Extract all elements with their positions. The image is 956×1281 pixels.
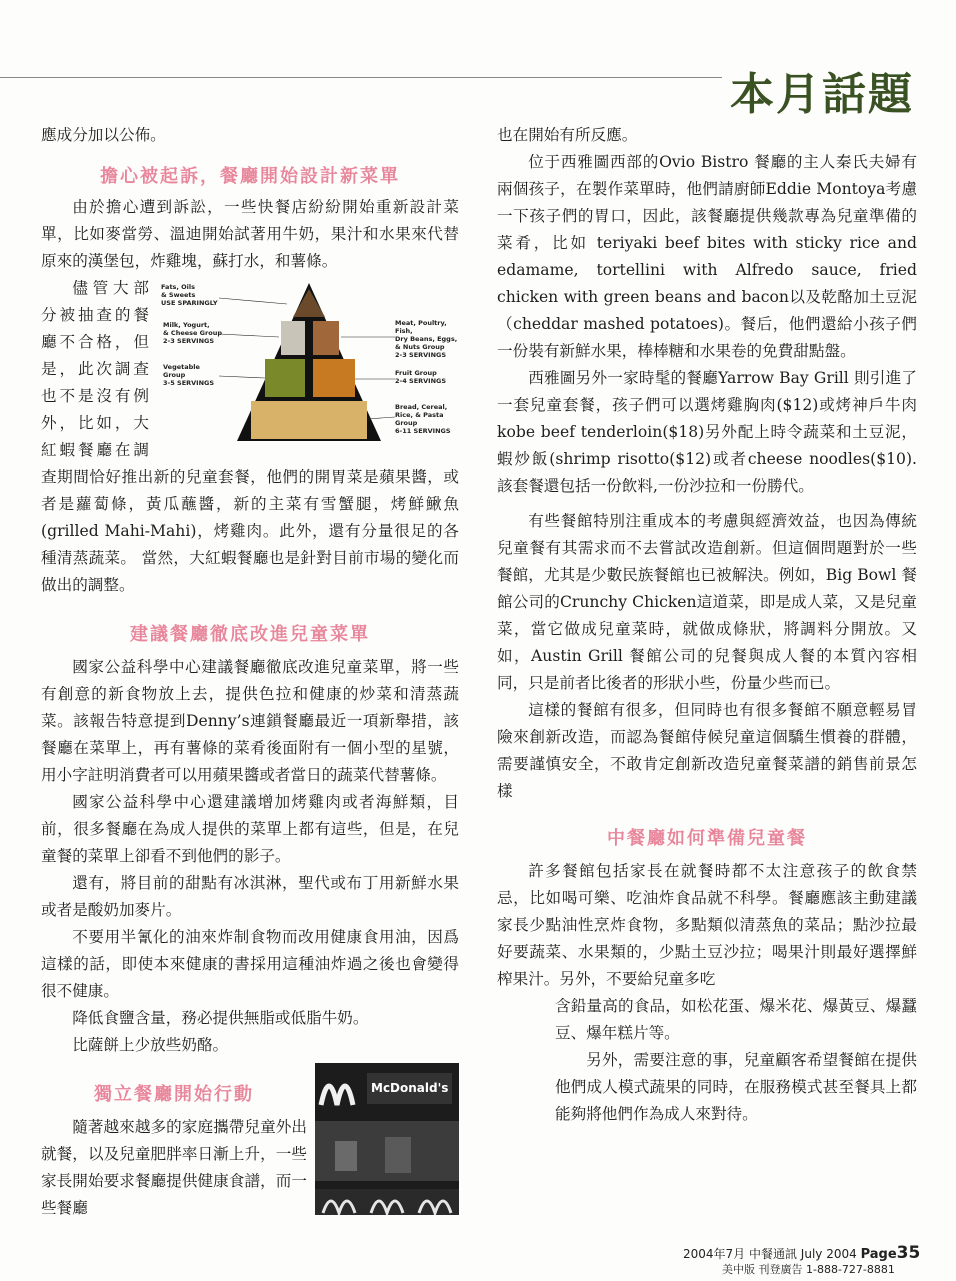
mcdonalds-sign: McDonald's (367, 1073, 452, 1104)
label-fruit: Fruit Group 2-4 SERVINGS (395, 369, 447, 385)
paragraph: 也在開始有所反應。 (497, 126, 638, 144)
paragraph: 西雅圖另外一家時髦的餐廳Yarrow Bay Grill 則引進了一套兒童套餐，孩子們可以選烤雞胸肉($12)或烤神戶牛肉kobe beef tenderloin($18)另外配上時令蔬菜和土豆泥，蝦炒飯(shrimp risotto($12)或者cheese noodles($10). 該套餐還包括一份飲料,一份沙拉和一份勝代。 (497, 369, 917, 495)
paragraph: 降低食鹽含量，務必提供無脂或低脂牛奶。 (72, 1009, 369, 1027)
page-number: 35 (896, 1243, 921, 1263)
paragraph: 許多餐館包括家長在就餐時都不太注意孩子的飲食禁忌，比如喝可樂、吃油炸食品就不科學。餐廳應該主動建議家長少點油性烹炸食物，多點類似清蒸魚的菜品；點沙拉最好要蔬菜、水果類的，少點土豆沙拉；喝果汁則最好選擇鮮榨果汁。另外，不要給兒童多吃 (497, 862, 917, 988)
label-meat: Meat, Poultry, Fish, Dry Beans, Eggs, & Nuts Group 2-3 SERVINGS (395, 319, 458, 359)
paragraph: 國家公益科學中心還建議增加烤雞肉或者海鮮類，目前，很多餐廳在為成人提供的菜單上都有這些，但是，在兒童餐的菜單上卻看不到他們的影子。 (41, 793, 459, 865)
paragraph: 由於擔心遭到訴訟，一些快餐店紛紛開始重新設計菜單，比如麥當勞、溫迪開始試著用牛奶，果汁和水果來代替原來的漢堡包，炸雞塊，蘇打水，和薯條。 (41, 198, 459, 270)
right-column (497, 122, 917, 1128)
header-rule (0, 77, 722, 78)
paragraph: 隨著越來越多的家庭攜帶兒童外出就餐，以及兒童肥胖率日漸上升，一些家長開始要求餐廳提供健康食譜，而一些餐廳 (41, 1118, 307, 1217)
label-dairy: Milk, Yogurt, & Cheese Group 2-3 SERVINGS (163, 321, 222, 345)
paragraph: 儘管大部分被抽查的餐廳不合格，但是，此次調查也不是沒有例外，比如，大紅蝦餐廳在調查期間恰好推出新的兒童套餐，他們的開胃菜是蘋果醬，或者是蘿蔔條，黃瓜蘸醬，新的主菜有雪蟹腿，烤鮮鰍魚(grilled Mahi-Mahi)，烤雞肉。此外，還有分量很足的各種清蒸蔬菜。 當然，大紅蝦餐廳也是針對目前市場的變化而做出的調整。 (41, 279, 459, 594)
mcdonalds-photo (315, 1063, 459, 1215)
label-vegetable: Vegetable Group 3-5 SERVINGS (163, 363, 215, 387)
paragraph: 比薩餅上少放些奶酪。 (72, 1036, 229, 1054)
heading-independent: 獨立餐廳開始行動 (94, 1084, 254, 1105)
left-column (41, 122, 459, 1222)
label-grain: Bread, Cereal, Rice, & Pasta Group 6-11 SERVINGS (395, 403, 451, 435)
food-pyramid-figure (159, 279, 459, 443)
paragraph: 還有，將目前的甜點有冰淇淋，聖代或布丁用新鮮水果或者是酸奶加麥片。 (41, 874, 459, 919)
footer-line-1 (683, 1243, 920, 1263)
paragraph: 應成分加以公佈。 (41, 126, 166, 144)
section-title: 本月話題 (730, 69, 914, 120)
paragraph: 另外，需要注意的事，兒童顧客希望餐館在提供他們成人模式蔬果的同時，在服務模式甚至餐具上都能夠將他們作為成人來對待。 (555, 1051, 917, 1123)
paragraph: 有些餐館特別注重成本的考慮與經濟效益，也因為傳統兒童餐有其需求而不去嘗試改造創新。但這個問題對於一些餐館，尤其是少數民族餐館也已被解決。例如，Big Bowl 餐館公司的Crunchy Chicken這道菜，即是成人菜，又是兒童菜，當它做成兒童菜時，就做成條狀，將調料分開放。又如，Austin Grill 餐館公司的兒餐與成人餐的本質內容相同，只是前者比後者的形狀小些，份量少些而已。 (497, 512, 917, 692)
heading-chinese-restaurant: 中餐廳如何準備兒童餐 (607, 828, 807, 849)
paragraph: 國家公益科學中心建議餐廳徹底改進兒童菜單，將一些有創意的新食物放上去，提供色拉和健康的炒菜和清蒸蔬菜。該報告特意提到Denny’s連鎖餐廳最近一項新舉措，該餐廳在菜單上，再有薯條的菜肴後面附有一個小型的星號，用小字註明消費者可以用蘋果醬或者當日的蔬菜代替薯條。 (41, 658, 459, 784)
page-label: Page (860, 1247, 897, 1262)
paragraph: 不要用半氰化的油來炸制食物而改用健康食用油，因爲這樣的話，即使本來健康的書採用這種油炸過之後也會變得很不健康。 (41, 928, 459, 1000)
footer-date: 2004年7月 中餐通訊 July 2004 (683, 1247, 857, 1261)
paragraph: 這樣的餐館有很多，但同時也有很多餐館不願意輕易冒險來創新改造，而認為餐館侍候兒童這個驕生慣養的群體，需要謹慎安全，不敢肯定創新改造兒童餐菜譜的銷售前景怎樣 (497, 701, 917, 800)
footer-line-2: 美中版 刊登廣告 1-888-727-8881 (722, 1263, 895, 1276)
paragraph: 含鉛量高的食品，如松花蛋、爆米花、爆黃豆、爆蠶豆、爆年糕片等。 (555, 997, 917, 1042)
heading-lawsuit: 擔心被起訴，餐廳開始設計新菜單 (100, 166, 400, 187)
label-fats: Fats, Oils & Sweets USE SPARINGLY (161, 283, 218, 307)
paragraph: 位于西雅圖西部的Ovio Bistro 餐廳的主人秦氏夫婦有兩個孩子，在製作菜單時，他們請廚師Eddie Montoya考慮一下孩子們的胃口，因此，該餐廳提供幾款專為兒童準備的菜肴，比如 teriyaki beef bites with sticky rice and edamame, tortellini with Alfredo sauce, fried chicken with green beans and bacon以及乾酪加土豆泥（cheddar mashed potatoes)。餐后，他們還給小孩子們一份裝有新鮮水果，棒棒糖和水果卷的免費甜點盤。 (497, 153, 917, 360)
heading-improve-menu: 建議餐廳徹底改進兒童菜單 (130, 624, 370, 645)
